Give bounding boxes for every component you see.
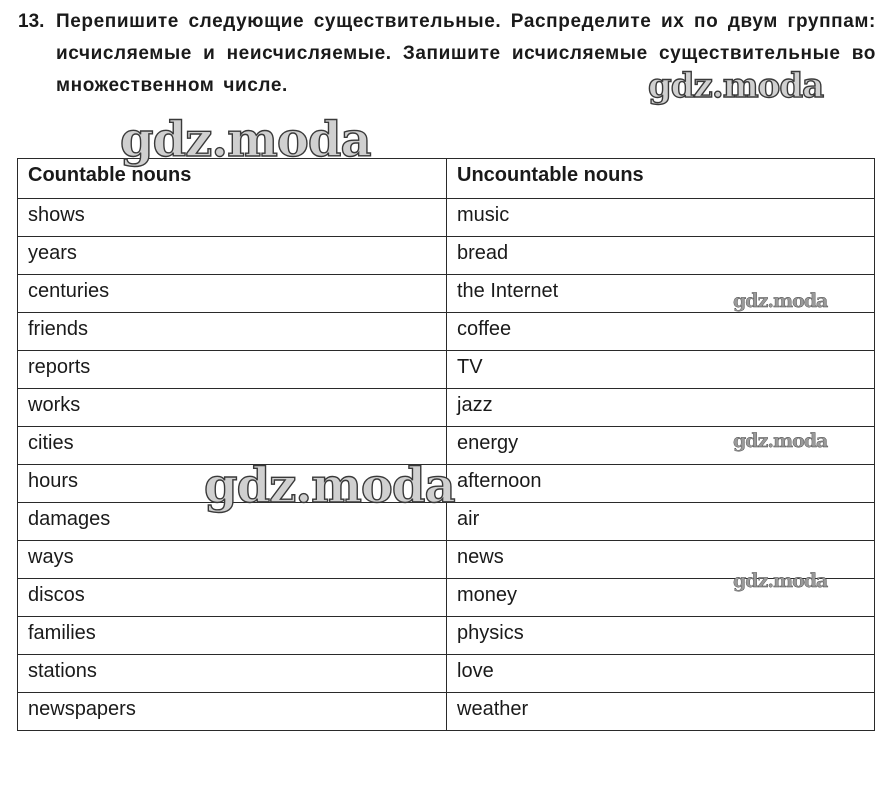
uncountable-cell: bread xyxy=(447,237,875,275)
header-countable: Countable nouns xyxy=(18,159,447,199)
countable-cell: families xyxy=(18,617,447,655)
uncountable-cell: the Internet xyxy=(447,275,875,313)
countable-cell: damages xyxy=(18,503,447,541)
table-row xyxy=(18,237,875,275)
nouns-table xyxy=(17,158,875,731)
uncountable-cell: money xyxy=(447,579,875,617)
table-row xyxy=(18,313,875,351)
task-number: 13. xyxy=(18,11,45,32)
table-row xyxy=(18,199,875,237)
table-row xyxy=(18,579,875,617)
task-instructions: Перепишите следующие существительные. Распределите их по двум группам: исчисляемые и неисчисляемые. Запишите исчисляемые существительные во множественном числе. xyxy=(56,11,876,96)
countable-cell: reports xyxy=(18,351,447,389)
uncountable-cell: physics xyxy=(447,617,875,655)
uncountable-cell: jazz xyxy=(447,389,875,427)
uncountable-cell: TV xyxy=(447,351,875,389)
countable-cell: centuries xyxy=(18,275,447,313)
watermark: gdz.moda xyxy=(733,430,828,452)
countable-cell: ways xyxy=(18,541,447,579)
table-row xyxy=(18,617,875,655)
countable-cell: discos xyxy=(18,579,447,617)
countable-cell: hours xyxy=(18,465,447,503)
countable-cell: friends xyxy=(18,313,447,351)
task-block xyxy=(18,6,876,102)
uncountable-cell: weather xyxy=(447,693,875,731)
table-row xyxy=(18,503,875,541)
uncountable-cell: music xyxy=(447,199,875,237)
uncountable-cell: energy xyxy=(447,427,875,465)
table-row xyxy=(18,351,875,389)
watermark: gdz.moda xyxy=(733,570,828,592)
table-row xyxy=(18,275,875,313)
table-row xyxy=(18,427,875,465)
uncountable-cell: news xyxy=(447,541,875,579)
countable-cell: newspapers xyxy=(18,693,447,731)
uncountable-cell: air xyxy=(447,503,875,541)
table-row xyxy=(18,465,875,503)
header-uncountable: Uncountable nouns xyxy=(447,159,875,199)
uncountable-cell: coffee xyxy=(447,313,875,351)
countable-cell: shows xyxy=(18,199,447,237)
countable-cell: cities xyxy=(18,427,447,465)
watermark: gdz.moda xyxy=(733,290,828,312)
watermark: gdz.moda xyxy=(120,112,371,168)
watermark: gdz.moda xyxy=(204,458,455,514)
uncountable-cell: afternoon xyxy=(447,465,875,503)
watermark: gdz.moda xyxy=(648,66,824,106)
countable-cell: stations xyxy=(18,655,447,693)
table-row xyxy=(18,389,875,427)
countable-cell: years xyxy=(18,237,447,275)
table-header-row xyxy=(18,159,875,199)
table-row xyxy=(18,655,875,693)
uncountable-cell: love xyxy=(447,655,875,693)
table-row xyxy=(18,541,875,579)
countable-cell: works xyxy=(18,389,447,427)
table-row xyxy=(18,693,875,731)
